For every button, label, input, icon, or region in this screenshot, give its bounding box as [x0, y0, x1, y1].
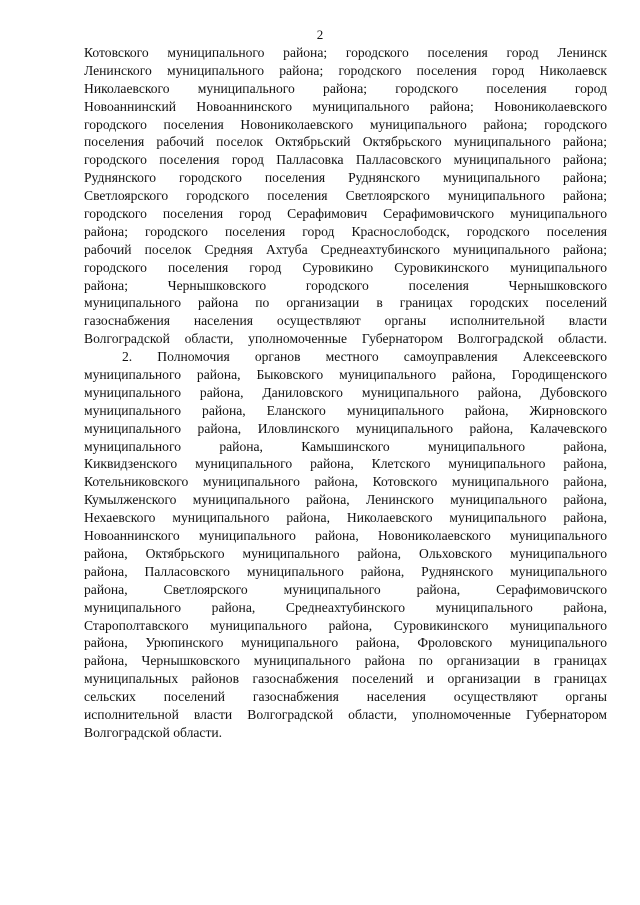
text-line: Светлоярского городского поселения Светлоярского муниципального района; [84, 188, 607, 204]
text-line: исполнительной власти Волгоградской области, уполномоченные Губернатором [84, 706, 607, 722]
text-line: Николаевского муниципального района; городского поселения город [84, 80, 607, 96]
text-line: Новоаннинский Новоаннинского муниципального района; Новониколаевского [84, 98, 607, 114]
text-line: муниципальных районов газоснабжения поселений и организации в границах [84, 671, 607, 687]
text-line: района, Урюпинского муниципального района, Фроловского муниципального [84, 635, 607, 651]
document-body [84, 44, 607, 742]
text-line: района; Чернышковского городского поселения Чернышковского [84, 277, 607, 293]
text-line: поселения рабочий поселок Октябрьский Октябрьского муниципального района; [84, 134, 607, 150]
text-line: сельских поселений газоснабжения населения осуществляют органы [84, 689, 607, 705]
text-line: рабочий поселок Средняя Ахтуба Среднеахтубинского муниципального района; [84, 241, 607, 257]
text-line: района, Октябрьского муниципального района, Ольховского муниципального [84, 545, 607, 561]
text-line: Нехаевского муниципального района, Николаевского муниципального района, [84, 510, 607, 526]
text-line: района, Светлоярского муниципального района, Серафимовичского [84, 581, 607, 597]
text-line: Волгоградской области, уполномоченные Губернатором Волгоградской области. [84, 331, 607, 347]
text-line: района, Палласовского муниципального района, Руднянского муниципального [84, 563, 607, 579]
text-line: Котельниковского муниципального района, Котовского муниципального района, [84, 474, 607, 490]
text-line: Киквидзенского муниципального района, Клетского муниципального района, [84, 456, 607, 472]
text-line: 2. Полномочия органов местного самоуправления Алексеевского [122, 349, 607, 365]
text-line: Волгоградской области. [84, 724, 223, 740]
text-line: газоснабжения населения осуществляют органы исполнительной власти [84, 313, 607, 329]
text-line: муниципального района, Среднеахтубинского муниципального района, [84, 599, 607, 615]
page-number: 2 [316, 27, 324, 42]
text-line: Ленинского муниципального района; городского поселения город Николаевск [84, 62, 607, 78]
text-line: городского поселения город Палласовка Палласовского муниципального района; [84, 152, 607, 168]
text-line: городского поселения город Суровикино Суровикинского муниципального [84, 259, 607, 275]
text-line: Руднянского городского поселения Руднянского муниципального района; [84, 170, 607, 186]
text-line: муниципального района, Еланского муниципального района, Жирновского [84, 402, 607, 418]
text-line: района; городского поселения город Краснослободск, городского поселения [84, 223, 607, 239]
text-line: муниципального района, Иловлинского муниципального района, Калачевского [84, 420, 607, 436]
text-line: муниципального района, Быковского муниципального района, Городищенского [84, 367, 607, 383]
text-line: Кумылженского муниципального района, Ленинского муниципального района, [84, 492, 607, 508]
text-line: муниципального района по организации в границах городских поселений [84, 295, 607, 311]
text-line: муниципального района, Камышинского муниципального района, [84, 438, 607, 454]
text-line: городского поселения город Серафимович Серафимовичского муниципального [84, 206, 607, 222]
text-line: Котовского муниципального района; городского поселения город Ленинск [84, 45, 607, 60]
text-line: муниципального района, Даниловского муниципального района, Дубовского [84, 384, 607, 400]
text-line: Старополтавского муниципального района, Суровикинского муниципального [84, 617, 607, 633]
text-line: городского поселения Новониколаевского муниципального района; городского [84, 116, 607, 132]
text-line: района, Чернышковского муниципального района по организации в границах [84, 653, 607, 669]
text-line: Новоаннинского муниципального района, Новониколаевского муниципального [84, 528, 607, 544]
